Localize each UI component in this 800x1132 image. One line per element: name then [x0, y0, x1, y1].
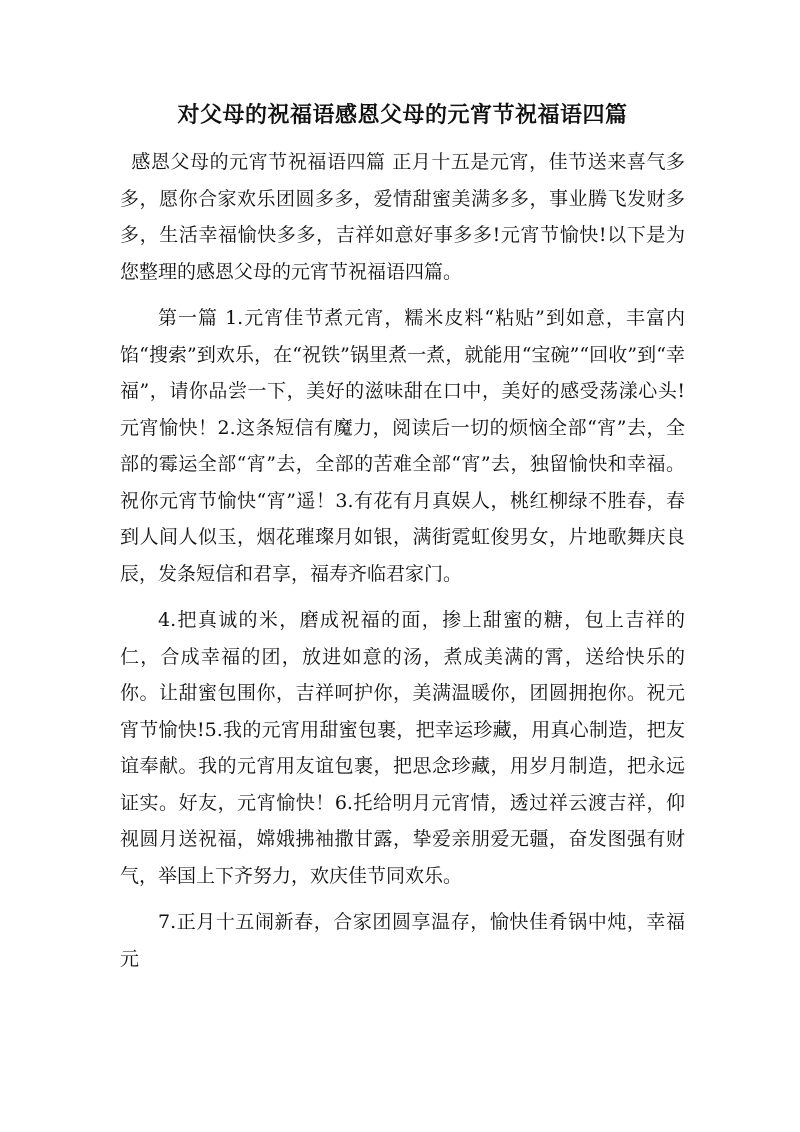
body-paragraph-1: 第一篇 1.元宵佳节煮元宵，糯米皮料“粘贴”到如意，丰富内馅“搜索”到欢乐，在“祝铁”锅里煮一煮，就能用“宝碗”“回收”到“幸福”，请你品尝一下，美好的滋味甜在口中，美好的感受荡漾心头!元宵愉快！2.这条短信有魔力，阅读后一切的烦恼全部“宵”去，全部的霉运全部“宵”去，全部的苦难全部“宵”去，独留愉快和幸福。祝你元宵节愉快“宵”遥！3.有花有月真娱人，桃红柳绿不胜春，春到人间人似玉，烟花璀璨月如银，满街霓虹俊男女，片地歌舞庆良辰，发条短信和君享，福寿齐临君家门。: [120, 307, 685, 585]
body-paragraph-3: 7.正月十五闹新春，合家团圆享温存，愉快佳肴锅中炖，幸福元: [120, 911, 685, 970]
body-paragraph-2: 4.把真诚的米，磨成祝福的面，掺上甜蜜的糖，包上吉祥的仁，合成幸福的团，放进如意的汤，煮成美满的霄，送给快乐的你。让甜蜜包围你，吉祥呵护你，美满温暖你，团圆拥抱你。祝元宵节愉快!5.我的元宵用甜蜜包裹，把幸运珍藏，用真心制造，把友谊奉献。我的元宵用友谊包裹，把思念珍藏，用岁月制造，把永远证实。好友，元宵愉快！6.托给明月元宵情，透过祥云渡吉祥，仰视圆月送祝福，嫦娥拂袖撒甘露，挚爱亲朋爱无疆，奋发图强有财气，举国上下齐努力，欢庆佳节同欢乐。: [120, 609, 685, 887]
document-title: 对父母的祝福语感恩父母的元宵节祝福语四篇: [177, 102, 628, 128]
document-page: [120, 98, 685, 987]
intro-paragraph: 感恩父母的元宵节祝福语四篇 正月十五是元宵，佳节送来喜气多多，愿你合家欢乐团圆多多，爱情甜蜜美满多多，事业腾飞发财多多，生活幸福愉快多多，吉祥如意好事多多!元宵节愉快!以下是为您整理的感恩父母的元宵节祝福语四篇。: [120, 151, 685, 283]
